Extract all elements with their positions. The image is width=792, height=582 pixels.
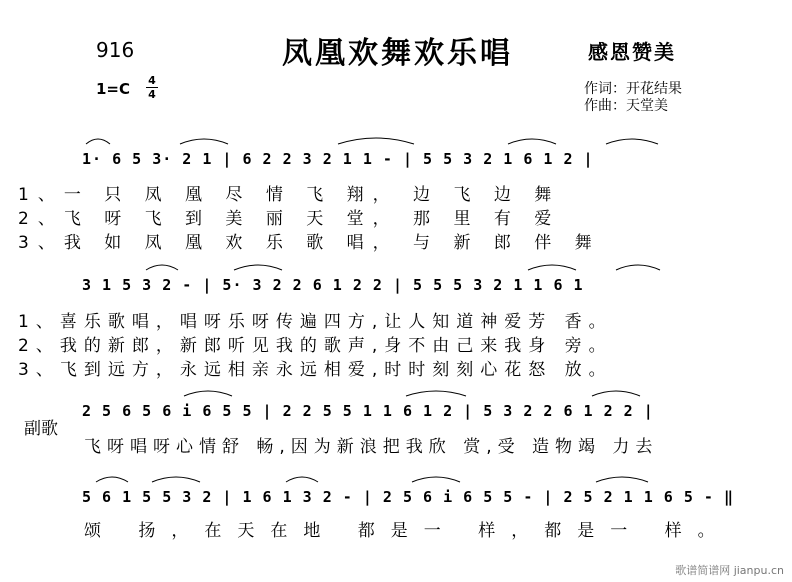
key-signature: 1=C xyxy=(96,80,131,98)
lyric-verse3-line2: 3、飞到远方，永远相亲永远相爱,时时刻刻心花怒 放。 xyxy=(18,360,613,380)
time-signature xyxy=(146,74,158,101)
lyric-verse1-line1: 1、一 只 凤 凰 尽 情 飞 翔， 边 飞 边 舞 xyxy=(18,185,561,205)
time-signature-bottom: 4 xyxy=(146,87,158,101)
lyric-verse3-line1: 3、我 如 凤 凰 欢 乐 歌 唱， 与 新 郎 伴 舞 xyxy=(18,233,601,253)
lyric-chorus: 飞呀唱呀心情舒 畅,因为新浪把我欣 赏,受 造物竭 力去 xyxy=(84,437,659,457)
staff-3-notes: 2 5 6 5 6 i 6 5 5 | 2 2 5 5 1 1 6 1 2 | 5 3 2 2 6 1 2 2 | xyxy=(82,402,654,420)
notation-staff-1 xyxy=(76,140,716,174)
watermark: 歌谱简谱网 jianpu.cn xyxy=(675,564,784,577)
notation-staff-3 xyxy=(76,392,716,426)
song-number: 916 xyxy=(96,38,135,62)
time-signature-top: 4 xyxy=(148,74,156,87)
song-subtitle: 感恩赞美 xyxy=(588,40,676,64)
chorus-label: 副歌 xyxy=(24,419,58,439)
song-title: 凤凰欢舞欢乐唱 xyxy=(282,36,513,71)
staff-1-notes: 1· 6 5 3· 2 1 | 6 2 2 3 2 1 1 - | 5 5 3 2 1 6 1 2 | xyxy=(82,150,594,168)
lyricist-credit: 作词：开花结果 xyxy=(584,81,682,97)
notation-staff-2 xyxy=(76,266,716,300)
composer-credit: 作曲：天堂美 xyxy=(584,98,668,114)
staff-2-notes: 3 1 5 3 2 - | 5· 3 2 2 6 1 2 2 | 5 5 5 3 2 1 1 6 1 xyxy=(82,276,584,294)
lyric-verse2-line1: 2、飞 呀 飞 到 美 丽 天 堂， 那 里 有 爱 xyxy=(18,209,561,229)
lyric-coda: 颂 扬，在天在地 都是一 样，都是一 样。 xyxy=(84,521,731,541)
staff-4-notes: 5 6 1 5 5 3 2 | 1 6 1 3 2 - | 2 5 6 i 6 5 5 - | 2 5 2 1 1 6 5 - ‖ xyxy=(82,488,734,506)
notation-staff-4 xyxy=(76,478,734,512)
lyric-verse1-line2: 1、喜乐歌唱，唱呀乐呀传遍四方,让人知道神爱芳 香。 xyxy=(18,312,613,332)
lyric-verse2-line2: 2、我的新郎，新郎听见我的歌声,身不由己来我身 旁。 xyxy=(18,336,613,356)
